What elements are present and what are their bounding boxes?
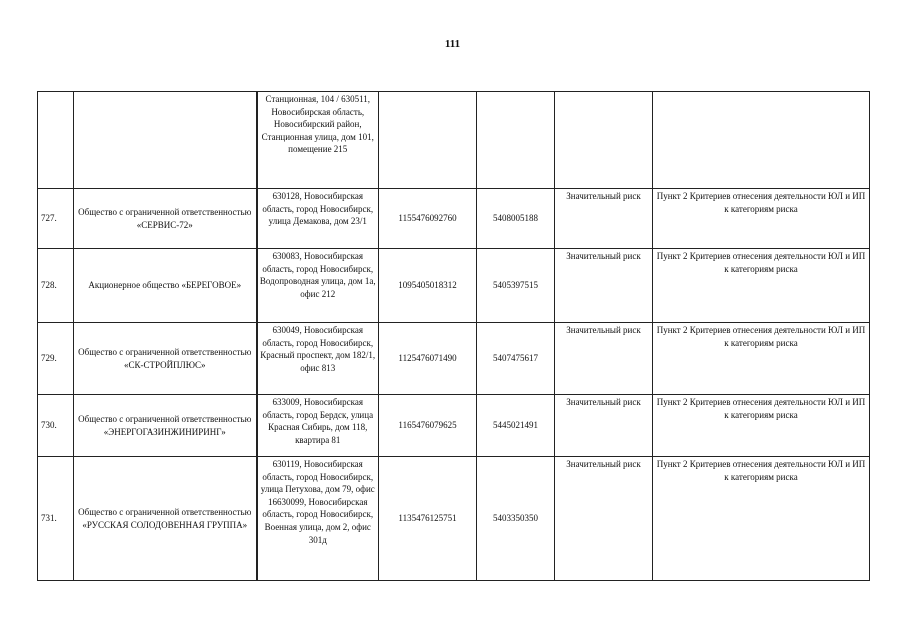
inn-value: 5445021491 <box>477 395 555 457</box>
risk-criteria <box>653 92 870 189</box>
table-row <box>38 92 870 189</box>
row-number: 728. <box>38 249 74 323</box>
risk-category: Значительный риск <box>555 395 653 457</box>
row-number: 731. <box>38 457 74 581</box>
risk-criteria: Пункт 2 Критериев отнесения деятельности ЮЛ и ИП к категориям риска <box>653 395 870 457</box>
row-number <box>38 92 74 189</box>
risk-category: Значительный риск <box>555 189 653 249</box>
table-row <box>38 323 870 395</box>
organization-name: Общество с ограниченной ответственностью «ЭНЕРГОГАЗИНЖИНИРИНГ» <box>74 395 257 457</box>
ogrn-value: 1135476125751 <box>379 457 477 581</box>
row-number: 727. <box>38 189 74 249</box>
ogrn-value: 1095405018312 <box>379 249 477 323</box>
organization-address: Станционная, 104 / 630511, Новосибирская область, Новосибирский район, Станционная улица, дом 101, помещение 215 <box>257 92 379 189</box>
risk-registry-table <box>37 91 870 581</box>
table-row <box>38 189 870 249</box>
organization-address: 630119, Новосибирская область, город Новосибирск, улица Петухова, дом 79, офис 16630099, Новосибирская область, город Новосибирск, Военная улица, дом 2, офис 301д <box>257 457 379 581</box>
row-number: 730. <box>38 395 74 457</box>
row-number: 729. <box>38 323 74 395</box>
organization-name: Акционерное общество «БЕРЕГОВОЕ» <box>74 249 257 323</box>
risk-category <box>555 92 653 189</box>
table-row <box>38 457 870 581</box>
risk-category: Значительный риск <box>555 249 653 323</box>
inn-value: 5408005188 <box>477 189 555 249</box>
inn-value: 5403350350 <box>477 457 555 581</box>
risk-criteria: Пункт 2 Критериев отнесения деятельности ЮЛ и ИП к категориям риска <box>653 457 870 581</box>
organization-address: 630049, Новосибирская область, город Новосибирск, Красный проспект, дом 182/1, офис 813 <box>257 323 379 395</box>
risk-criteria: Пункт 2 Критериев отнесения деятельности ЮЛ и ИП к категориям риска <box>653 323 870 395</box>
inn-value <box>477 92 555 189</box>
risk-category: Значительный риск <box>555 323 653 395</box>
table-row <box>38 395 870 457</box>
inn-value: 5405397515 <box>477 249 555 323</box>
page-number: 111 <box>444 38 461 50</box>
organization-name: Общество с ограниченной ответственностью «РУССКАЯ СОЛОДОВЕННАЯ ГРУППА» <box>74 457 257 581</box>
organization-name: Общество с ограниченной ответственностью «СК-СТРОЙПЛЮС» <box>74 323 257 395</box>
risk-criteria: Пункт 2 Критериев отнесения деятельности ЮЛ и ИП к категориям риска <box>653 249 870 323</box>
risk-criteria: Пункт 2 Критериев отнесения деятельности ЮЛ и ИП к категориям риска <box>653 189 870 249</box>
ogrn-value: 1155476092760 <box>379 189 477 249</box>
organization-address: 630128, Новосибирская область, город Новосибирск, улица Демакова, дом 23/1 <box>257 189 379 249</box>
table-row <box>38 249 870 323</box>
organization-address: 630083, Новосибирская область, город Новосибирск, Водопроводная улица, дом 1а, офис 212 <box>257 249 379 323</box>
inn-value: 5407475617 <box>477 323 555 395</box>
organization-name <box>74 92 257 189</box>
risk-category: Значительный риск <box>555 457 653 581</box>
organization-name: Общество с ограниченной ответственностью «СЕРВИС-72» <box>74 189 257 249</box>
ogrn-value: 1165476079625 <box>379 395 477 457</box>
ogrn-value: 1125476071490 <box>379 323 477 395</box>
ogrn-value <box>379 92 477 189</box>
organization-address: 633009, Новосибирская область, город Бердск, улица Красная Сибирь, дом 118, квартира 81 <box>257 395 379 457</box>
